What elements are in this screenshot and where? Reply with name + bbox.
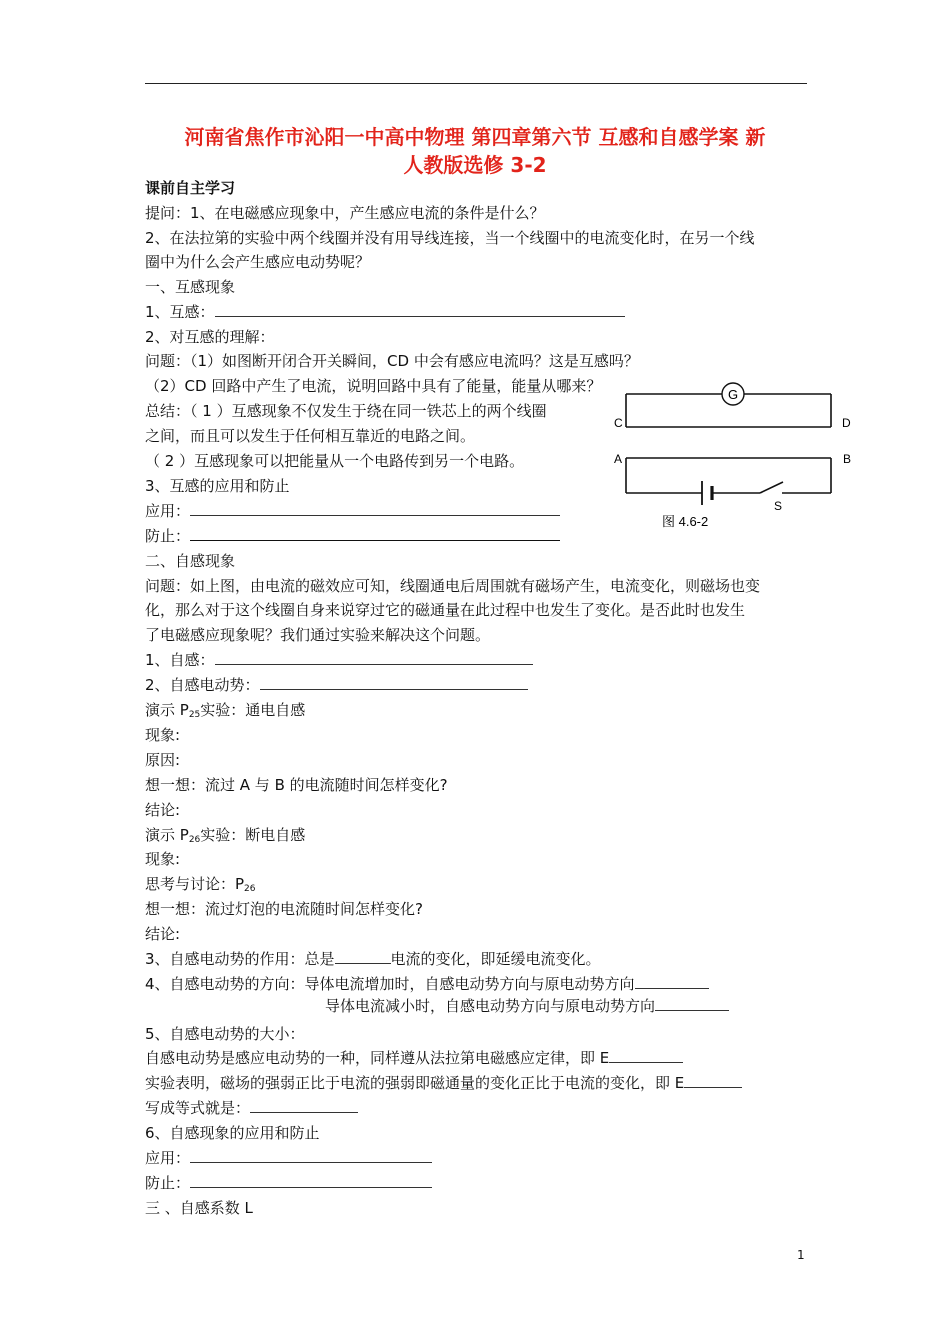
reason-label: 原因: xyxy=(145,751,181,769)
direction-decrease-blank[interactable] xyxy=(655,996,729,1011)
self-question-c: 了电磁感应现象呢？我们通过实验来解决这个问题。 xyxy=(145,626,491,644)
mutual-apply-blank[interactable] xyxy=(190,501,560,516)
discuss-row xyxy=(145,874,256,899)
mutual-apply-row xyxy=(145,501,560,521)
header-rule xyxy=(145,83,807,84)
role-suffix: 电流的变化，即延缓电流变化。 xyxy=(390,950,601,968)
direction-decrease-text: 导体电流减小时，自感电动势方向与原电动势方向 xyxy=(325,997,656,1015)
figure-caption: 图 4.6-2 xyxy=(662,514,709,529)
phenomenon-label-2: 现象: xyxy=(145,850,181,868)
circuit-figure xyxy=(600,375,870,535)
switch-icon xyxy=(760,482,783,493)
conclusion-label-2: 结论: xyxy=(145,925,181,943)
self-emf-label: 2、自感电动势： xyxy=(145,676,260,694)
mutual-definition-blank[interactable] xyxy=(215,302,625,317)
label-c: C xyxy=(614,416,623,430)
mutual-application-heading: 3、互感的应用和防止 xyxy=(145,477,290,495)
demo1-prefix: 演示 P xyxy=(145,701,189,719)
self-question-b: 化，那么对于这个线圈自身来说穿过它的磁通量在此过程中也发生了变化。是否此时也发生 xyxy=(145,601,746,619)
question-intro-2a: 2、在法拉第的实验中两个线圈并没有用导线连接，当一个线圈中的电流变化时，在另一个线 xyxy=(145,229,755,247)
self-emf-direction-row1 xyxy=(145,974,709,994)
size1-blank[interactable] xyxy=(609,1048,683,1063)
part3-heading: 三 、自感系数 L xyxy=(145,1199,253,1217)
size2-text: 实验表明，磁场的强弱正比于电流的强弱即磁通量的变化正比于电流的变化，即 E xyxy=(145,1074,685,1092)
size2-blank[interactable] xyxy=(684,1073,742,1088)
self-definition-row xyxy=(145,650,533,670)
document-title-line2: 人教版选修 3-2 xyxy=(403,153,547,177)
summary-1a: 总结：（ 1 ）互感现象不仅发生于绕在同一铁芯上的两个线圈 xyxy=(145,402,547,420)
summary-2: （ 2 ）互感现象可以把能量从一个电路传到另一个电路。 xyxy=(145,452,525,470)
self-application-heading: 6、自感现象的应用和防止 xyxy=(145,1124,320,1142)
label-b: B xyxy=(843,452,852,466)
self-apply-row xyxy=(145,1148,432,1168)
label-s: S xyxy=(774,499,783,513)
demo1-title: 实验：通电自感 xyxy=(200,701,306,719)
mutual-definition-row xyxy=(145,302,625,322)
demo1-page-sub: 25 xyxy=(188,710,201,720)
self-emf-role-row xyxy=(145,949,601,969)
mutual-definition-label: 1、互感： xyxy=(145,303,215,321)
equation-row xyxy=(145,1098,358,1118)
mutual-understanding-heading: 2、对互感的理解： xyxy=(145,328,275,346)
self-emf-row xyxy=(145,675,528,695)
self-prevent-row xyxy=(145,1173,432,1193)
self-apply-label: 应用： xyxy=(145,1149,191,1167)
section-heading-pre-study: 课前自主学习 xyxy=(145,179,236,197)
direction-increase-blank[interactable] xyxy=(635,974,709,989)
mutual-prevent-row xyxy=(145,526,560,546)
role-prefix: 3、自感电动势的作用：总是 xyxy=(145,950,335,968)
conclusion-label-1: 结论: xyxy=(145,801,181,819)
apply-label: 应用： xyxy=(145,502,191,520)
mutual-question-1: 问题：（1）如图断开闭合开关瞬间，CD 中会有感应电流吗？这是互感吗？ xyxy=(145,352,639,370)
galvanometer-label: G xyxy=(727,387,739,402)
label-d: D xyxy=(842,416,851,430)
demo2-title: 实验：断电自感 xyxy=(200,826,306,844)
demo2-page-sub: 26 xyxy=(188,835,201,845)
mutual-question-2: （2）CD 回路中产生了电流，说明回路中具有了能量，能量从哪来？ xyxy=(145,377,602,395)
self-apply-blank[interactable] xyxy=(190,1148,432,1163)
mutual-prevent-blank[interactable] xyxy=(190,526,560,541)
self-emf-size-heading: 5、自感电动势的大小： xyxy=(145,1025,305,1043)
self-definition-blank[interactable] xyxy=(215,650,533,665)
role-blank[interactable] xyxy=(335,949,391,964)
label-a: A xyxy=(614,452,623,466)
self-question-a: 问题：如上图，由电流的磁效应可知，线圈通电后周围就有磁场产生，电流变化，则磁场也变 xyxy=(145,577,761,595)
self-emf-size-2 xyxy=(145,1073,742,1093)
demo2-row xyxy=(145,825,305,850)
self-definition-label: 1、自感： xyxy=(145,651,215,669)
prevent-label: 防止： xyxy=(145,527,191,545)
think-2: 想一想：流过灯泡的电流随时间怎样变化? xyxy=(145,900,423,918)
equation-label: 写成等式就是： xyxy=(145,1099,251,1117)
direction-prefix: 4、自感电动势的方向：导体电流增加时，自感电动势方向与原电动势方向 xyxy=(145,975,635,993)
self-emf-direction-row2 xyxy=(325,996,729,1016)
size1-text: 自感电动势是感应电动势的一种，同样遵从法拉第电磁感应定律，即 E xyxy=(145,1049,610,1067)
document-title-line1: 河南省焦作市沁阳一中高中物理 第四章第六节 互感和自感学案 新 xyxy=(184,125,766,149)
part2-heading: 二、自感现象 xyxy=(145,552,236,570)
question-intro-1: 提问：1、在电磁感应现象中，产生感应电流的条件是什么？ xyxy=(145,204,545,222)
summary-1b: 之间，而且可以发生于任何相互靠近的电路之间。 xyxy=(145,427,476,445)
demo2-prefix: 演示 P xyxy=(145,826,189,844)
self-emf-blank[interactable] xyxy=(260,675,528,690)
question-intro-2b: 圈中为什么会产生感应电动势呢？ xyxy=(145,253,371,271)
self-prevent-label: 防止： xyxy=(145,1174,191,1192)
phenomenon-label-1: 现象: xyxy=(145,726,181,744)
discuss-prefix: 思考与讨论：P xyxy=(145,875,245,893)
think-1: 想一想：流过 A 与 B 的电流随时间怎样变化? xyxy=(145,776,448,794)
self-prevent-blank[interactable] xyxy=(190,1173,432,1188)
self-emf-size-1 xyxy=(145,1048,683,1068)
demo1-row xyxy=(145,700,305,725)
equation-blank[interactable] xyxy=(250,1098,358,1113)
page-number: 1 xyxy=(797,1248,805,1262)
part1-heading: 一、互感现象 xyxy=(145,278,236,296)
discuss-page-sub: 26 xyxy=(244,884,256,894)
